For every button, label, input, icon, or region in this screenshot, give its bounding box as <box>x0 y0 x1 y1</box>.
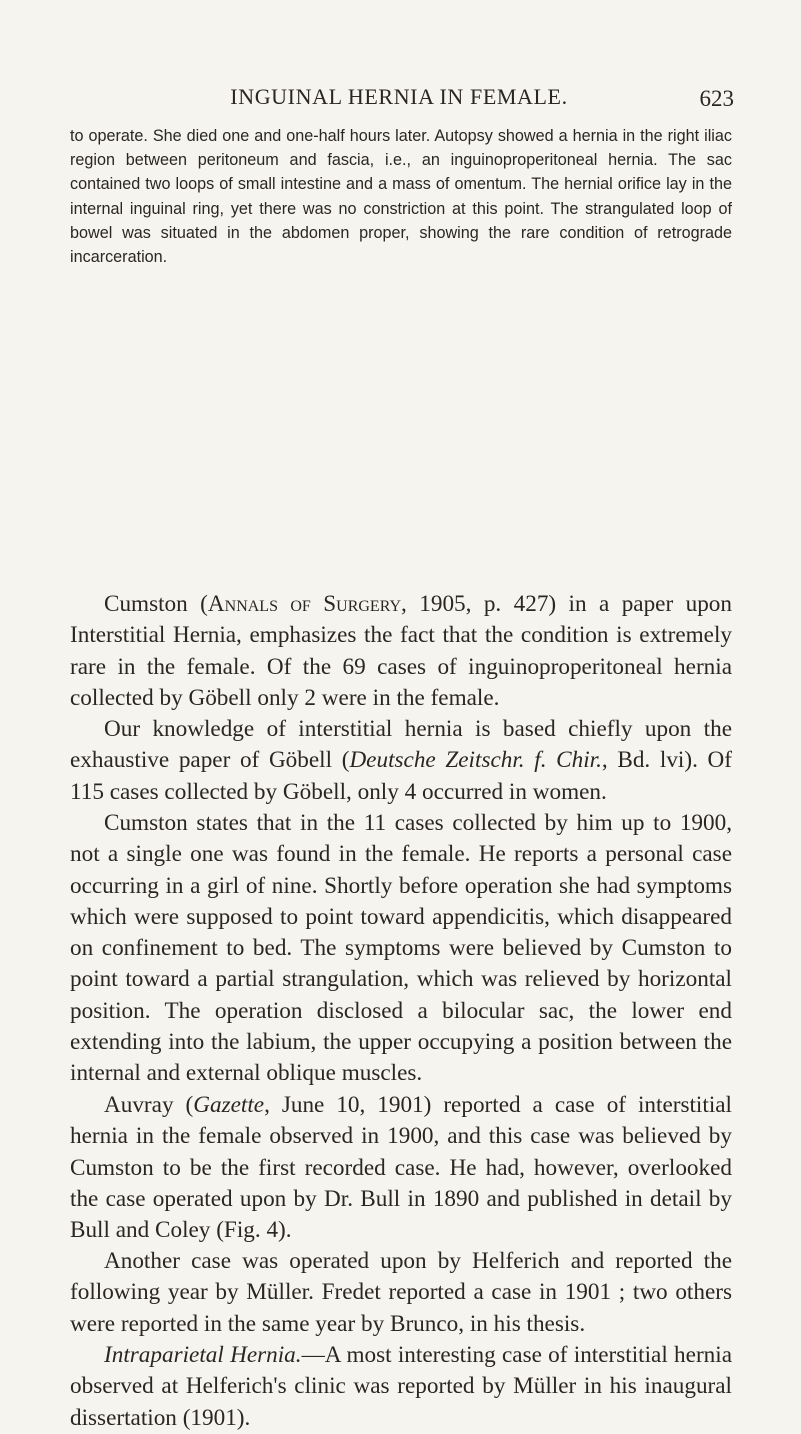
paragraph-auvray <box>70 1090 732 1246</box>
paragraph-helferich <box>70 1246 732 1340</box>
journal-title-annals: Annals of Surgery <box>207 591 402 617</box>
paragraph-2-lead: Our knowledge of interstitial hernia is based chiefly upon the exhaustive paper of Göbell ( <box>70 716 732 774</box>
paragraph-1 <box>70 589 732 714</box>
paragraph-1-lead: Cumston ( <box>104 591 208 617</box>
paragraph-4-rest: , June 10, 1901) reported a case of interstitial hernia in the female observed in 1900, and this case was believed by Cumston to be the first recorded case. He had, however, overlooked the case operated upon by Dr. Bull in 1890 and published in detail by Bull and Coley (Fig. 4). <box>70 1092 732 1244</box>
page-number: 623 <box>699 86 734 111</box>
case-report-paragraph: to operate. She died one and one-half hours later. Autopsy showed a hernia in the right iliac region between peritoneum and fascia, i.e., an inguinoproperitoneal hernia. The sac contained two loops of small intestine and a mass of omentum. The hernial orifice lay in the internal inguinal ring, yet there was no constriction at this point. The strangulated loop of bowel was situated in the abdomen proper, showing the rare condition of retrograde incarceration. <box>70 127 732 267</box>
case-report-continuation <box>70 124 732 269</box>
journal-title-gazette: Gazette <box>193 1092 265 1118</box>
paragraph-2-rest: , Bd. lvi). Of 115 cases collected by Göbell, only 4 occurred in women. <box>70 747 732 805</box>
paragraph-2 <box>70 714 732 808</box>
paragraph-cumston-annals <box>70 589 732 714</box>
paragraph-5: Another case was operated upon by Helferich and reported the following year by Müller. Fredet reported a case in 1901 ; two others were reported in the same year by Brunco, in his thesis. <box>70 1248 732 1337</box>
paragraph-6-rest: —A most interesting case of interstitial hernia observed at Helferich's clinic was reported by Müller in his inaugural dissertation (1901). <box>70 1342 732 1431</box>
journal-title-deutsche: Deutsche Zeitschr. f. Chir. <box>349 747 602 774</box>
running-head <box>70 84 734 114</box>
paragraph-6 <box>70 1340 732 1434</box>
paragraph-1-rest: , 1905, p. 427) in a paper upon Interstitial Hernia, emphasizes the fact that the condition is extremely rare in the female. Of the 69 cases of inguinoproperitoneal hernia collected by Göbell only 2 were in the female. <box>70 591 732 711</box>
paragraph-4-lead: Auvray ( <box>104 1092 194 1118</box>
paragraph-4 <box>70 1090 732 1246</box>
running-title: INGUINAL HERNIA IN FEMALE. <box>230 84 568 109</box>
paragraph-cumston-cases <box>70 808 732 1090</box>
section-heading-intraparietal: Intraparietal Hernia. <box>104 1342 302 1368</box>
paragraph-gobell <box>70 714 732 808</box>
paragraph-3: Cumston states that in the 11 cases collected by him up to 1900, not a single one was found in the female. He reports a personal case occurring in a girl of nine. Shortly before operation she had symptoms which were supposed to point toward appendicitis, which disappeared on confinement to bed. The symptoms were believed by Cumston to point toward a partial strangulation, which was relieved by horizontal position. The operation disclosed a bilocular sac, the lower end extending into the labium, the upper occupying a position between the internal and external oblique muscles. <box>70 810 732 1087</box>
paragraph-intraparietal <box>70 1340 732 1434</box>
